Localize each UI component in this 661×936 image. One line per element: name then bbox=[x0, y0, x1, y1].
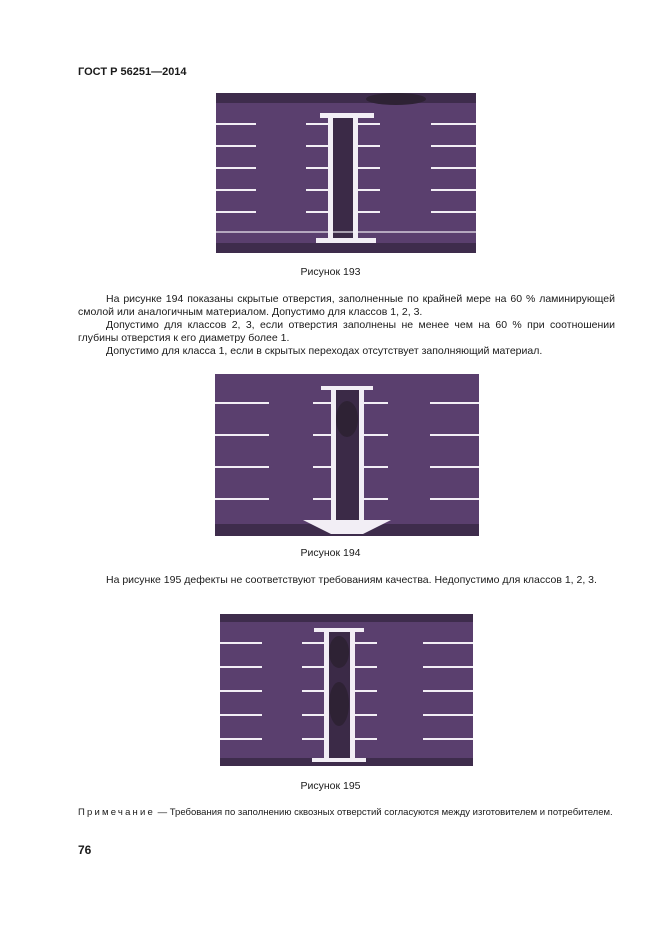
figure-194-image bbox=[215, 374, 479, 536]
body-text-block-2 bbox=[78, 574, 615, 587]
figure-195-image bbox=[220, 614, 473, 766]
body-text-block-1 bbox=[78, 293, 615, 358]
figure-195-caption: Рисунок 195 bbox=[300, 780, 361, 792]
paragraph-3: Допустимо для класса 1, если в скрытых переходах отсутствует заполняющий материал. bbox=[106, 345, 543, 357]
note-text: — Требования по заполнению сквозных отверстий согласуются между изготовителем и потребителем. bbox=[155, 807, 613, 818]
paragraph-2: Допустимо для классов 2, 3, если отверстия заполнены не менее чем на 60 % при соотношении глубины отверстия к его диаметру более 1. bbox=[78, 319, 615, 344]
paragraph-1: На рисунке 194 показаны скрытые отверстия, заполненные по крайней мере на 60 % ламинирующей смолой или аналогичным материалом. Допустимо для классов 1, 2, 3. bbox=[78, 293, 615, 318]
note-block bbox=[78, 807, 615, 819]
page-number: 76 bbox=[78, 843, 92, 857]
note-label: Примечание bbox=[78, 807, 155, 818]
paragraph-4: На рисунке 195 дефекты не соответствуют требованиям качества. Недопустимо для классов 1, 2, 3. bbox=[106, 574, 597, 586]
document-header: ГОСТ Р 56251—2014 bbox=[78, 66, 187, 78]
figure-194-caption: Рисунок 194 bbox=[300, 547, 361, 559]
figure-193-caption: Рисунок 193 bbox=[300, 266, 361, 278]
figure-193-image bbox=[216, 93, 476, 253]
